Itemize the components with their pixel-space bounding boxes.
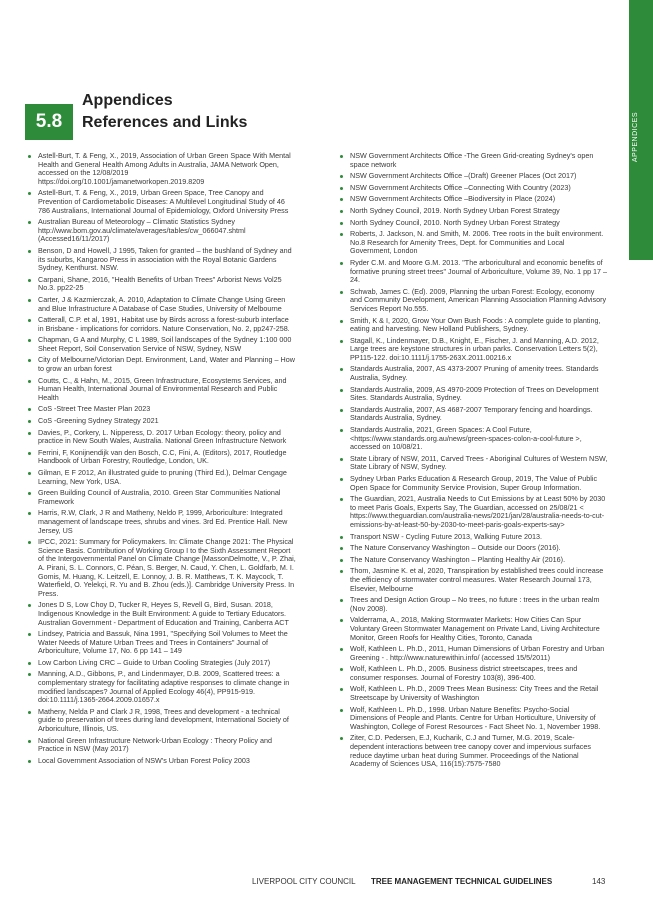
references-right-column bbox=[340, 152, 608, 772]
reference-item: Jones D S, Low Choy D, Tucker R, Heyes S, Revell G, Bird, Susan. 2018, Indigenous Knowledge in the Built Environment: A guide to Tertiary Educators. Australian Government - Department of Education and Training, Canberra ACT bbox=[28, 601, 296, 627]
reference-item: Coutts, C., & Hahn, M., 2015, Green Infrastructure, Ecosystems Services, and Human Health, International Journal of Environmental Research and Public Health bbox=[28, 377, 296, 403]
reference-item: Wolf, Kathleen L. Ph.D., 2005. Business district streetscapes, trees and consumer responses. Journal of Forestry 103(8), 396-400. bbox=[340, 665, 608, 682]
page-subtitle: References and Links bbox=[82, 114, 248, 131]
reference-item: Ryder C.M. and Moore G.M. 2013. "The arboricultural and economic benefits of formative pruning street trees" Journal of Arboriculture, Volume 39, No. 1 pp 17 – 24. bbox=[340, 259, 608, 285]
reference-item: Stagall, K., Lindenmayer, D.B., Knight, E., Fischer, J. and Manning, A.D. 2012, Large trees are keystone structures in urban parks. Conservation Letters 5(2), PP115-122. doi:10.1111/j.1755-263X.2011.00216.x bbox=[340, 337, 608, 363]
reference-item: Australian Bureau of Meteorology – Climatic Statistics Sydney http://www.bom.gov.au/climate/averages/tables/cw_066047.shtml (Accessed16/11/2017) bbox=[28, 218, 296, 244]
reference-item: State Library of NSW, 2011, Carved Trees - Aboriginal Cultures of Western NSW, State Library of NSW, Sydney. bbox=[340, 455, 608, 472]
references-list-left bbox=[28, 152, 296, 765]
reference-item: Wolf, Kathleen L. Ph.D., 1998. Urban Nature Benefits: Psycho-Social Dimensions of People and Plants. Centre for Urban Horticulture, University of Washington, College of Forest Resources - Fact Sheet No. 1, November 1998. bbox=[340, 706, 608, 732]
reference-item: Standards Australia, 2021, Green Spaces: A Cool Future, <https://www.standards.org.au/news/green-spaces-colon-a-cool-future >, accessed on 10/08/21. bbox=[340, 426, 608, 452]
reference-item: Trees and Design Action Group – No trees, no future : trees in the urban realm (Nov 2008). bbox=[340, 596, 608, 613]
reference-item: Standards Australia, 2007, AS 4687-2007 Temporary fencing and hoardings. Standards Australia, Sydney. bbox=[340, 406, 608, 423]
section-number: 5.8 bbox=[35, 111, 63, 132]
reference-item: CoS -Street Tree Master Plan 2023 bbox=[28, 405, 296, 414]
reference-item: Smith, K & I, 2020, Grow Your Own Bush Foods : A complete guide to planting, eating and harvesting. New Holland Publishers, Sydney. bbox=[340, 317, 608, 334]
reference-item: Catterall, C.P. et al, 1991, Habitat use by Birds across a forest-suburb interface in Brisbane - implications for corridors. Nature Conservation, No. 2, pp247-258. bbox=[28, 316, 296, 333]
references-list-right bbox=[340, 152, 608, 769]
reference-item: Astell-Burt, T. & Feng, X., 2019, Association of Urban Green Space With Mental Health and General Health Among Adults in Australia, JAMA Network Open, accessed on the 12/08/2019 https://doi.org/10.1001/jamanetworkopen.2019.8209 bbox=[28, 152, 296, 186]
reference-item: Harris, R.W, Clark, J R and Matheny, Neldo P, 1999, Arboriculture: Integrated management of landscape trees, shrubs and vines. 3rd Ed. Prentice Hall. New Jersey, US bbox=[28, 509, 296, 535]
reference-item: The Nature Conservancy Washington – Outside our Doors (2016). bbox=[340, 544, 608, 553]
page-title: Appendices bbox=[82, 92, 173, 109]
reference-item: Ferrini, F, Konijnendijk van den Bosch, C.C, Fini, A. (Editors), 2017, Routledge Handbook of Urban Forestry, Routledge, London, UK. bbox=[28, 449, 296, 466]
reference-item: City of Melbourne/Victorian Dept. Environment, Land, Water and Planning – How to grow an urban forest bbox=[28, 356, 296, 373]
reference-item: Carpani, Shane, 2016, "Health Benefits of Urban Trees" Arborist News Vol25 No.3. pp22-25 bbox=[28, 276, 296, 293]
reference-item: Low Carbon Living CRC – Guide to Urban Cooling Strategies (July 2017) bbox=[28, 659, 296, 668]
reference-item: North Sydney Council, 2019. North Sydney Urban Forest Strategy bbox=[340, 207, 608, 216]
reference-item: Ziter, C.D. Pedersen, E.J, Kucharik, C.J and Turner, M.G. 2019, Scale-dependent interactions between tree canopy cover and impervious surfaces reduce daytime urban heat during Summer. Proceedings of the National Academy of Sciences USA, 116(15):7575-7580 bbox=[340, 734, 608, 768]
reference-item: Gilman, E F 2012, An illustrated guide to pruning (Third Ed.), Delmar Cengage Learning, New York, USA. bbox=[28, 469, 296, 486]
reference-item: Davies, P., Corkery, L. Nipperess, D. 2017 Urban Ecology: theory, policy and practice in New South Wales, Australia. National Green Infrastructure Network bbox=[28, 429, 296, 446]
side-tab-label: APPENDICES bbox=[632, 112, 639, 163]
reference-item: NSW Government Architects Office -The Green Grid-creating Sydney's open space network bbox=[340, 152, 608, 169]
reference-item: Transport NSW - Cycling Future 2013, Walking Future 2013. bbox=[340, 533, 608, 542]
reference-item: Astell-Burt, T. & Feng, X., 2019, Urban Green Space, Tree Canopy and Prevention of Cardiometabolic Diseases: A Multilevel Longitudinal Study of 46 786 Australians, International Journal of Epidemiology, Oxford University Press bbox=[28, 189, 296, 215]
reference-item: NSW Government Architects Office –(Draft) Greener Places (Oct 2017) bbox=[340, 172, 608, 181]
reference-item: The Guardian, 2021, Australia Needs to Cut Emissions by at Least 50% by 2030 to meet Paris Goals, Experts Say, The Guardian, accessed on 25/08/21 < https://www.theguardian.com/australia-news/2021/jan/28/australia-needs-to-cut-emissions-by-at-least-50-by-2030-to-meet-paris-goals-experts-say> bbox=[340, 495, 608, 529]
reference-item: Matheny, Nelda P and Clark J R, 1998, Trees and development - a technical guide to preservation of trees during land development, International Society of Arboriculture, Illinois, US. bbox=[28, 708, 296, 734]
reference-item: National Green Infrastructure Network-Urban Ecology : Theory Policy and Practice in NSW (May 2017) bbox=[28, 737, 296, 754]
reference-item: Benson, D and Howell, J 1995, Taken for granted – the bushland of Sydney and its suburbs, Kangaroo Press in association with the Royal Botanic Gardens Sydney, Kenthurst. NSW. bbox=[28, 247, 296, 273]
reference-item: IPCC, 2021: Summary for Policymakers. In: Climate Change 2021: The Physical Science Basis. Contribution of Working Group I to the Sixth Assessment Report of the Intergovernmental Panel on Climate Change [MassonDelmotte, V., P. Zhai, A. Pirani, S. L. Connors, C. Péan, S. Berger, N. Caud, Y. Chen, L. Goldfarb, M. I. Gomis, M. Huang, K. Leitzell, E. Lonnoy, J. B. R. Matthews, T. K. Maycock, T. Waterfield, O. Yelekçi, R. Yu and B. Zhou (eds.)]. Cambridge University Press. In Press. bbox=[28, 538, 296, 598]
reference-item: NSW Government Architects Office –Connecting With Country (2023) bbox=[340, 184, 608, 193]
reference-item: NSW Government Architects Office –Biodiversity in Place (2024) bbox=[340, 195, 608, 204]
reference-item: Wolf, Kathleen L. Ph.D., 2009 Trees Mean Business: City Trees and the Retail Streetscape by University of Washington bbox=[340, 685, 608, 702]
appendices-side-tab bbox=[629, 0, 653, 260]
reference-item: The Nature Conservancy Washington – Planting Healthy Air (2016). bbox=[340, 556, 608, 565]
reference-item: Green Building Council of Australia, 2010. Green Star Communities National Framework bbox=[28, 489, 296, 506]
reference-item: Valderrama, A., 2018, Making Stormwater Markets: How Cities Can Spur Voluntary Green Stormwater Management on Private Land, Living Architecture Monitor, Green Roofs for Healthy Cities, Toronto, Canada bbox=[340, 616, 608, 642]
reference-item: Sydney Urban Parks Education & Research Group, 2019, The Value of Public Open Space for Community Service Provision, Super Group Information. bbox=[340, 475, 608, 492]
references-left-column bbox=[28, 152, 296, 768]
page-number: 143 bbox=[592, 877, 606, 886]
reference-item: Thom, Jasmine K. et al, 2020, Transpiration by established trees could increase the efficiency of stormwater control measures. Water Research Journal 173, Elsevier, Melbourne bbox=[340, 567, 608, 593]
reference-item: CoS -Greening Sydney Strategy 2021 bbox=[28, 417, 296, 426]
footer-organization: LIVERPOOL CITY COUNCIL bbox=[252, 877, 356, 886]
reference-item: North Sydney Council, 2010. North Sydney Urban Forest Strategy bbox=[340, 219, 608, 228]
reference-item: Lindsey, Patricia and Bassuk, Nina 1991, "Specifying Soil Volumes to Meet the Water Needs of Mature Urban Trees and Trees in Containers" Journal of Arboriculture, Volume 17, No. 6 pp 141 – 149 bbox=[28, 630, 296, 656]
reference-item: Chapman, G A and Murphy, C L 1989, Soil landscapes of the Sydney 1:100 000 Sheet Report, Soil Conservation Service of NSW, Sydney, NSW bbox=[28, 336, 296, 353]
reference-item: Roberts, J. Jackson, N. and Smith, M. 2006. Tree roots in the built environment. No.8 Research for Amenity Trees, Dept. for Communities and Local Government, London bbox=[340, 230, 608, 256]
reference-item: Manning, A.D., Gibbons, P., and Lindenmayer, D.B. 2009, Scattered trees: a complementary strategy for facilitating adaptive responses to climate change in modified landscapes? Journal of Applied Ecology 46(4), PP915-919. doi:10.1111/j.1365-2664.2009.01657.x bbox=[28, 670, 296, 704]
footer-document-title: TREE MANAGEMENT TECHNICAL GUIDELINES bbox=[371, 877, 553, 886]
reference-item: Wolf, Kathleen L. Ph.D., 2011, Human Dimensions of Urban Forestry and Urban Greening - . http://www.naturewithin.info/ (accessed 15/5/2011) bbox=[340, 645, 608, 662]
reference-item: Carter, J & Kazmierczak, A. 2010, Adaptation to Climate Change Using Green and Blue Infrastructure A Database of Case Studies, University of Melbourne bbox=[28, 296, 296, 313]
reference-item: Schwab, James C. (Ed). 2009, Planning the urban Forest: Ecology, economy and Community Development, American Planning Association Planning Advisory Services Report No.555. bbox=[340, 288, 608, 314]
section-number-badge bbox=[25, 104, 73, 140]
reference-item: Local Government Association of NSW's Urban Forest Policy 2003 bbox=[28, 757, 296, 766]
reference-item: Standards Australia, 2009, AS 4970-2009 Protection of Trees on Development Sites. Standards Australia, Sydney. bbox=[340, 386, 608, 403]
reference-item: Standards Australia, 2007, AS 4373-2007 Pruning of amenity trees. Standards Australia, Sydney. bbox=[340, 365, 608, 382]
